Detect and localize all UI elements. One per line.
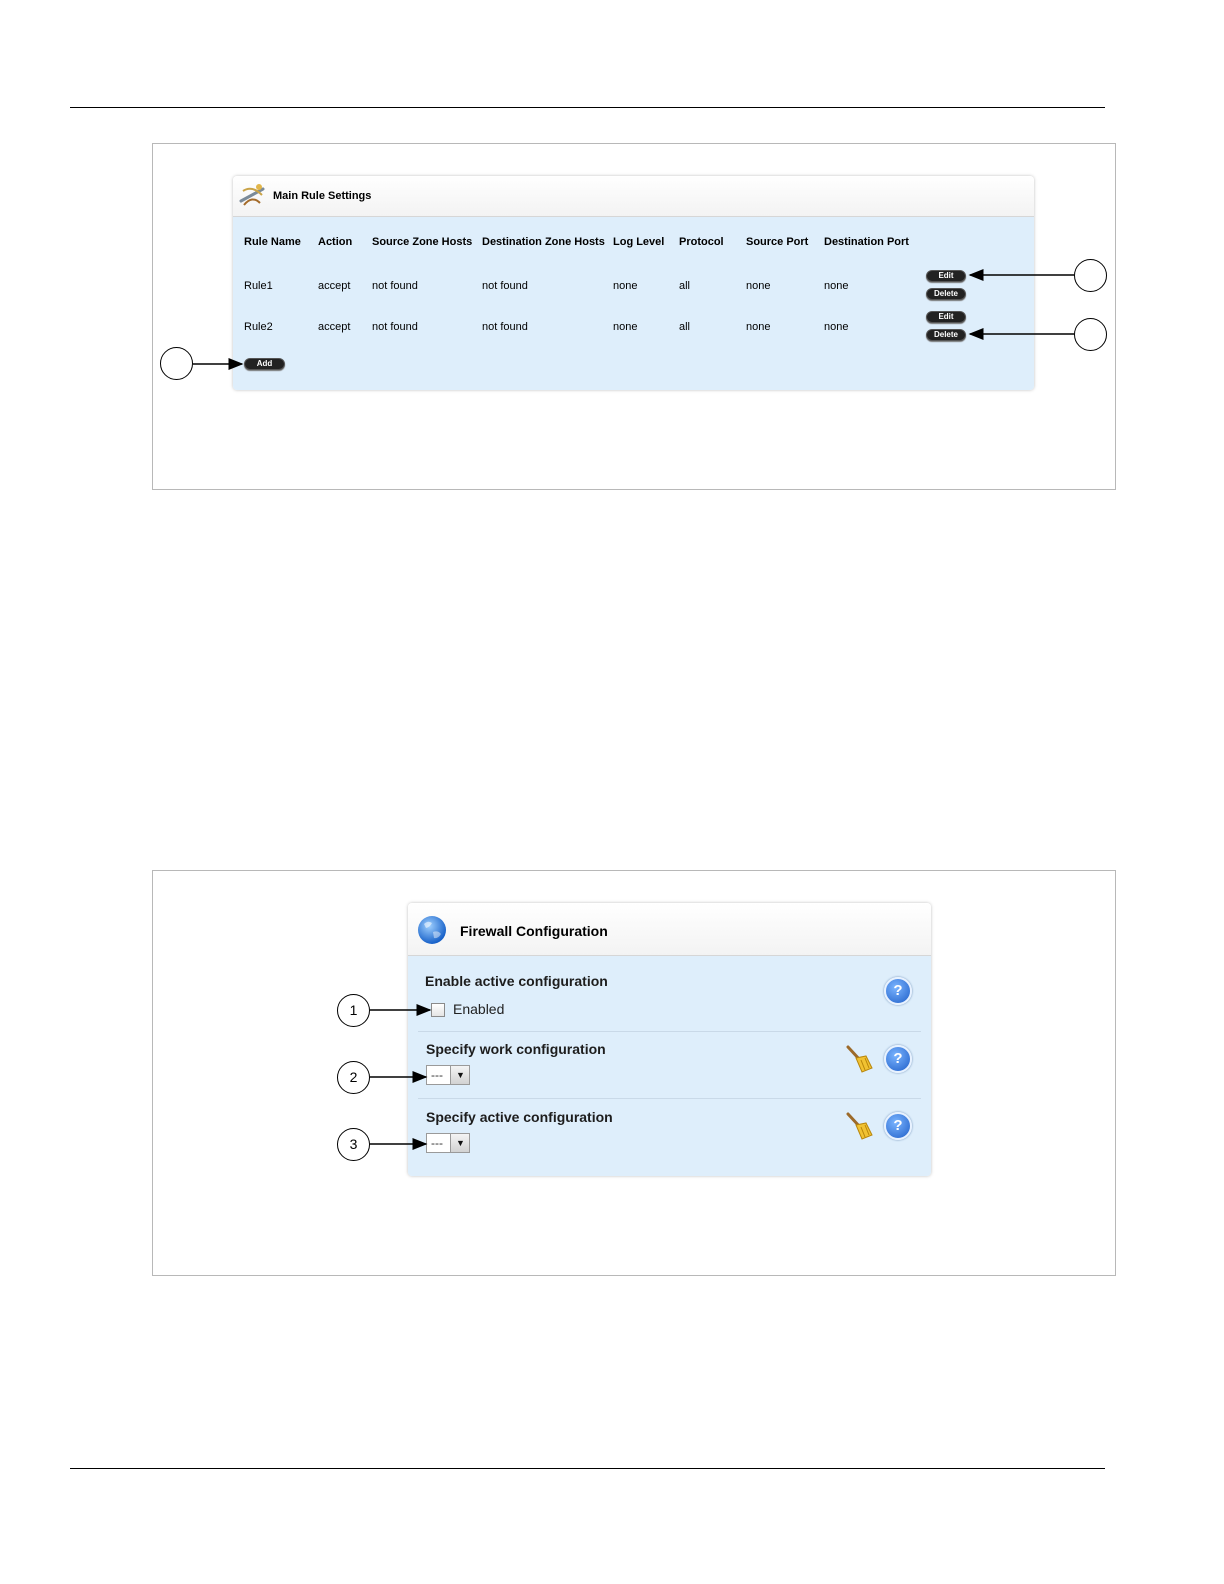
cell-action: accept [318, 280, 351, 292]
panel-title: Main Rule Settings [273, 190, 372, 202]
cell-destination-zone-hosts: not found [482, 321, 528, 333]
edit-button[interactable]: Edit [926, 311, 966, 323]
cell-log-level: none [613, 280, 638, 292]
cell-source-port: none [746, 321, 771, 333]
header-rule [70, 107, 1105, 108]
callout-circle [1074, 259, 1107, 292]
column-header: Protocol [679, 236, 724, 248]
cell-action: accept [318, 321, 351, 333]
panel-header [233, 176, 1034, 217]
cell-source-zone-hosts: not found [372, 321, 418, 333]
cell-source-port: none [746, 280, 771, 292]
column-header: Destination Port [824, 236, 909, 248]
help-icon[interactable]: ? [884, 977, 912, 1005]
cell-rule-name: Rule2 [244, 321, 273, 333]
callout-1: 1 [337, 994, 370, 1027]
enabled-checkbox[interactable] [431, 1003, 445, 1017]
section-divider [418, 1031, 921, 1032]
edit-button[interactable]: Edit [926, 270, 966, 282]
work-configuration-select[interactable] [426, 1065, 470, 1085]
firewall-wand-icon [238, 181, 266, 209]
cell-destination-port: none [824, 321, 849, 333]
panel-title: Firewall Configuration [460, 923, 608, 939]
cell-protocol: all [679, 280, 691, 292]
cell-rule-name: Rule1 [244, 280, 273, 292]
add-button[interactable]: Add [244, 358, 285, 370]
delete-button[interactable]: Delete [926, 329, 966, 341]
select-value: --- [431, 1136, 443, 1150]
chevron-down-icon: ▼ [456, 1070, 465, 1080]
section-divider [418, 1098, 921, 1099]
enabled-checkbox-label: Enabled [453, 1001, 505, 1017]
cell-protocol: all [679, 321, 691, 333]
help-icon[interactable]: ? [884, 1112, 912, 1140]
select-dropdown-button[interactable] [450, 1134, 469, 1152]
enable-active-configuration-label: Enable active configuration [425, 973, 608, 989]
cell-destination-zone-hosts: not found [482, 280, 528, 292]
callout-circle [160, 347, 193, 380]
callout-circle [1074, 318, 1107, 351]
callout-3: 3 [337, 1128, 370, 1161]
callout-2: 2 [337, 1061, 370, 1094]
broom-icon[interactable] [844, 1044, 874, 1074]
help-icon[interactable]: ? [884, 1045, 912, 1073]
column-header: Source Zone Hosts [372, 236, 473, 248]
cell-source-zone-hosts: not found [372, 280, 418, 292]
panel-header [408, 903, 931, 956]
column-header: Destination Zone Hosts [482, 236, 605, 248]
select-value: --- [431, 1068, 443, 1082]
select-dropdown-button[interactable] [450, 1066, 469, 1084]
cell-destination-port: none [824, 280, 849, 292]
broom-icon[interactable] [844, 1111, 874, 1141]
delete-button[interactable]: Delete [926, 288, 966, 300]
globe-icon [416, 914, 448, 946]
column-header: Log Level [613, 236, 665, 248]
column-header: Action [318, 236, 353, 248]
specify-active-configuration-label: Specify active configuration [426, 1109, 613, 1125]
chevron-down-icon: ▼ [456, 1138, 465, 1148]
column-header: Source Port [746, 236, 809, 248]
cell-log-level: none [613, 321, 638, 333]
specify-work-configuration-label: Specify work configuration [426, 1041, 606, 1057]
active-configuration-select[interactable] [426, 1133, 470, 1153]
footer-rule [70, 1468, 1105, 1469]
column-header: Rule Name [244, 236, 301, 248]
